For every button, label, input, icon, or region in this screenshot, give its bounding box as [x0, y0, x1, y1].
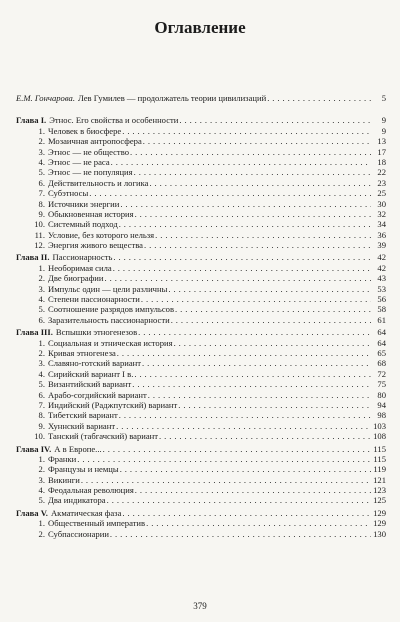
section-entry[interactable]	[16, 529, 386, 539]
section-entry[interactable]	[16, 273, 386, 283]
section-entry[interactable]	[16, 219, 386, 229]
section-number: 9.	[38, 420, 45, 431]
table-of-contents	[16, 93, 386, 539]
section-title: Тибетский вариант	[48, 410, 118, 421]
dot-leader	[103, 444, 371, 454]
dot-leader	[110, 529, 371, 539]
preface-author: Е.М. Гончарова.	[16, 93, 75, 103]
section-title: Франки	[48, 453, 77, 464]
page-ref: 121	[373, 474, 386, 485]
section-entry[interactable]	[16, 209, 386, 219]
section-title: Степени пассионарности	[48, 294, 140, 305]
section-entry[interactable]	[16, 126, 386, 136]
section-number: 12.	[34, 240, 45, 251]
section-entry[interactable]	[16, 358, 386, 368]
preface-entry[interactable]	[16, 93, 386, 103]
dot-leader	[116, 421, 371, 431]
page-number: 379	[193, 601, 207, 611]
section-title: Обыкновенная история	[48, 208, 134, 219]
dot-leader	[174, 338, 371, 348]
section-title: Индийский (Раджпутский) вариант	[48, 399, 178, 410]
dot-leader	[178, 400, 371, 410]
chapter-label: Глава II.	[16, 252, 50, 263]
page-ref: 68	[377, 358, 386, 369]
section-entry[interactable]	[16, 147, 386, 157]
section-number: 1.	[38, 262, 45, 273]
section-title: Необоримая сила	[48, 262, 112, 273]
page-ref: 119	[373, 464, 386, 475]
section-title: Энергия живого вещества	[48, 240, 143, 251]
section-title: Этнос — не популяция	[48, 167, 133, 178]
dot-leader	[148, 390, 371, 400]
section-number: 3.	[38, 146, 45, 157]
chapter-label: Глава III.	[16, 327, 53, 338]
section-number: 5.	[38, 495, 45, 506]
page-ref: 13	[377, 136, 386, 147]
section-entry[interactable]	[16, 421, 386, 431]
section-number: 5.	[38, 304, 45, 315]
section-entry[interactable]	[16, 284, 386, 294]
dot-leader	[142, 358, 371, 368]
page-ref: 125	[373, 495, 386, 506]
section-number: 1.	[38, 453, 45, 464]
dot-leader	[119, 410, 371, 420]
dot-leader	[135, 485, 371, 495]
section-title: Этнос — не общество	[48, 146, 129, 157]
chapter-label: Глава V.	[16, 507, 48, 518]
section-entry[interactable]	[16, 136, 386, 146]
page-title: Оглавление	[154, 18, 246, 37]
dot-leader	[168, 284, 371, 294]
section-number: 3.	[38, 283, 45, 294]
section-entry[interactable]	[16, 157, 386, 167]
page-ref: 43	[377, 273, 386, 284]
dot-leader	[267, 93, 371, 103]
page-ref: 65	[377, 347, 386, 358]
section-number: 2.	[38, 273, 45, 284]
section-entry[interactable]	[16, 431, 386, 441]
section-entry[interactable]	[16, 400, 386, 410]
section-title: Этнос — не раса	[48, 156, 110, 167]
section-number: 9.	[38, 208, 45, 219]
dot-leader	[141, 294, 371, 304]
page-ref: 58	[377, 304, 386, 315]
dot-leader	[155, 230, 371, 240]
page-ref: 80	[377, 389, 386, 400]
section-number: 4.	[38, 156, 45, 167]
section-entry[interactable]	[16, 167, 386, 177]
dot-leader	[117, 348, 371, 358]
section-entry[interactable]	[16, 304, 386, 314]
section-number: 6.	[38, 389, 45, 400]
dot-leader	[113, 263, 371, 273]
section-title: Субпассионарии	[48, 528, 109, 539]
chapter-entry[interactable]	[16, 508, 386, 518]
section-entry[interactable]	[16, 315, 386, 325]
section-entry[interactable]	[16, 369, 386, 379]
section-title: Мозаичная антропосфера	[48, 136, 142, 147]
section-entry[interactable]	[16, 348, 386, 358]
chapter-entry[interactable]	[16, 444, 386, 454]
page-ref: 22	[377, 167, 386, 178]
page-ref: 103	[373, 420, 386, 431]
section-title: Танский (табгачский) вариант	[48, 431, 159, 442]
section-entry[interactable]	[16, 485, 386, 495]
section-entry[interactable]	[16, 379, 386, 389]
dot-leader	[175, 304, 371, 314]
dot-leader	[146, 518, 371, 528]
dot-leader	[144, 240, 371, 250]
dot-leader	[134, 369, 371, 379]
dot-leader	[130, 147, 371, 157]
section-number: 8.	[38, 410, 45, 421]
page-ref: 30	[377, 198, 386, 209]
section-title: Славяно-готский вариант	[48, 358, 142, 369]
section-title: Социальная и этническая история	[48, 337, 173, 348]
chapter-title: Вспышки этногенезов	[55, 327, 138, 338]
page-ref: 72	[377, 368, 386, 379]
section-title: Кривая этногенеза	[48, 347, 116, 358]
dot-leader	[132, 379, 371, 389]
dot-leader	[107, 495, 371, 505]
dot-leader	[81, 475, 371, 485]
dot-leader	[89, 188, 371, 198]
section-title: Источники энергии	[48, 198, 120, 209]
section-title: Викинги	[48, 474, 80, 485]
page-ref: 32	[377, 208, 386, 219]
section-entry[interactable]	[16, 410, 386, 420]
page-ref: 23	[377, 177, 386, 188]
page-ref: 130	[373, 528, 386, 539]
dot-leader	[159, 431, 371, 441]
section-number: 4.	[38, 485, 45, 496]
dot-leader	[179, 115, 371, 125]
page-ref: 53	[377, 283, 386, 294]
section-number: 10.	[34, 431, 45, 442]
section-number: 8.	[38, 198, 45, 209]
page-ref: 9	[381, 115, 386, 126]
section-number: 2.	[38, 347, 45, 358]
page-ref: 98	[377, 410, 386, 421]
section-number: 3.	[38, 358, 45, 369]
section-number: 6.	[38, 177, 45, 188]
section-number: 7.	[38, 188, 45, 199]
section-number: 5.	[38, 379, 45, 390]
section-entry[interactable]	[16, 240, 386, 250]
section-number: 4.	[38, 368, 45, 379]
page-ref: 39	[377, 240, 386, 251]
section-number: 6.	[38, 314, 45, 325]
chapter-title: Пассионарность	[52, 252, 113, 263]
section-entry[interactable]	[16, 495, 386, 505]
chapter-entry[interactable]	[16, 115, 386, 125]
section-title: Импульс один — цели различны	[48, 283, 168, 294]
section-title: Человек в биосфере	[48, 125, 122, 136]
dot-leader	[111, 157, 371, 167]
page-ref: 36	[377, 229, 386, 240]
dot-leader	[134, 167, 371, 177]
section-number: 11.	[34, 229, 45, 240]
dot-leader	[120, 464, 371, 474]
page-ref: 56	[377, 294, 386, 305]
section-number: 3.	[38, 474, 45, 485]
chapter-title: Этнос. Его свойства и особенности	[49, 115, 179, 126]
section-entry[interactable]	[16, 230, 386, 240]
section-number: 5.	[38, 167, 45, 178]
section-number: 2.	[38, 528, 45, 539]
page-ref: 75	[377, 379, 386, 390]
section-number: 1.	[38, 337, 45, 348]
page-ref: 5	[381, 93, 386, 103]
section-entry[interactable]	[16, 199, 386, 209]
section-number: 1.	[38, 518, 45, 529]
section-entry[interactable]	[16, 294, 386, 304]
chapter-entry[interactable]	[16, 252, 386, 262]
section-title: Византийский вариант	[48, 379, 132, 390]
page-ref: 61	[377, 314, 386, 325]
page-ref: 129	[373, 507, 386, 518]
chapter-label: Глава I.	[16, 115, 47, 126]
page-ref: 108	[373, 431, 386, 442]
chapter-title: А в Европе...	[54, 443, 102, 454]
section-title: Два индикатора	[48, 495, 106, 506]
section-number: 10.	[34, 219, 45, 230]
page-ref: 42	[377, 262, 386, 273]
section-title: Действительность и логика	[48, 177, 149, 188]
section-title: Заразительность пассионарности	[48, 314, 170, 325]
section-title: Французы и немцы	[48, 464, 119, 475]
page-ref: 123	[373, 485, 386, 496]
dot-leader	[122, 126, 371, 136]
page-ref: 94	[377, 399, 386, 410]
page-ref: 9	[381, 125, 386, 136]
page-ref: 42	[377, 252, 386, 263]
chapter-title: Акматическая фаза	[50, 507, 122, 518]
dot-leader	[113, 252, 371, 262]
section-title: Сирийский вариант I в.	[48, 368, 134, 379]
section-title: Системный подход	[48, 219, 118, 230]
page-ref: 25	[377, 188, 386, 199]
dot-leader	[138, 327, 371, 337]
dot-leader	[120, 199, 371, 209]
page-ref: 129	[373, 518, 386, 529]
chapter-label: Глава IV.	[16, 443, 52, 454]
section-entry[interactable]	[16, 188, 386, 198]
section-title: Общественный императив	[48, 518, 146, 529]
section-number: 2.	[38, 464, 45, 475]
section-number: 4.	[38, 294, 45, 305]
dot-leader	[122, 508, 371, 518]
chapter-entry[interactable]	[16, 327, 386, 337]
section-entry[interactable]	[16, 263, 386, 273]
section-title: Хуннский вариант	[48, 420, 116, 431]
dot-leader	[171, 315, 371, 325]
dot-leader	[149, 178, 371, 188]
section-number: 1.	[38, 125, 45, 136]
section-title: Две биографии	[48, 273, 104, 284]
dot-leader	[135, 209, 371, 219]
section-entry[interactable]	[16, 390, 386, 400]
dot-leader	[77, 454, 371, 464]
section-number: 7.	[38, 399, 45, 410]
section-entry[interactable]	[16, 464, 386, 474]
section-title: Арабо-согдийский вариант	[48, 389, 147, 400]
preface-title: Лев Гумилев — продолжатель теории цивилизаций	[77, 93, 267, 103]
section-title: Феодальная революция	[48, 485, 134, 496]
dot-leader	[105, 273, 371, 283]
dot-leader	[119, 219, 371, 229]
section-title: Субэтносы	[48, 188, 89, 199]
section-title: Условие, без которого нельзя	[48, 229, 155, 240]
page-ref: 18	[377, 156, 386, 167]
page-ref: 64	[377, 327, 386, 338]
dot-leader	[143, 136, 371, 146]
page-ref: 64	[377, 337, 386, 348]
page-ref: 34	[377, 219, 386, 230]
section-entry[interactable]	[16, 454, 386, 464]
section-number: 2.	[38, 136, 45, 147]
section-entry[interactable]	[16, 475, 386, 485]
page-ref: 17	[377, 146, 386, 157]
section-title: Соотношение разрядов импульсов	[48, 304, 175, 315]
page-ref: 115	[373, 443, 386, 454]
section-entry[interactable]	[16, 518, 386, 528]
page-ref: 115	[373, 453, 386, 464]
section-entry[interactable]	[16, 338, 386, 348]
section-entry[interactable]	[16, 178, 386, 188]
